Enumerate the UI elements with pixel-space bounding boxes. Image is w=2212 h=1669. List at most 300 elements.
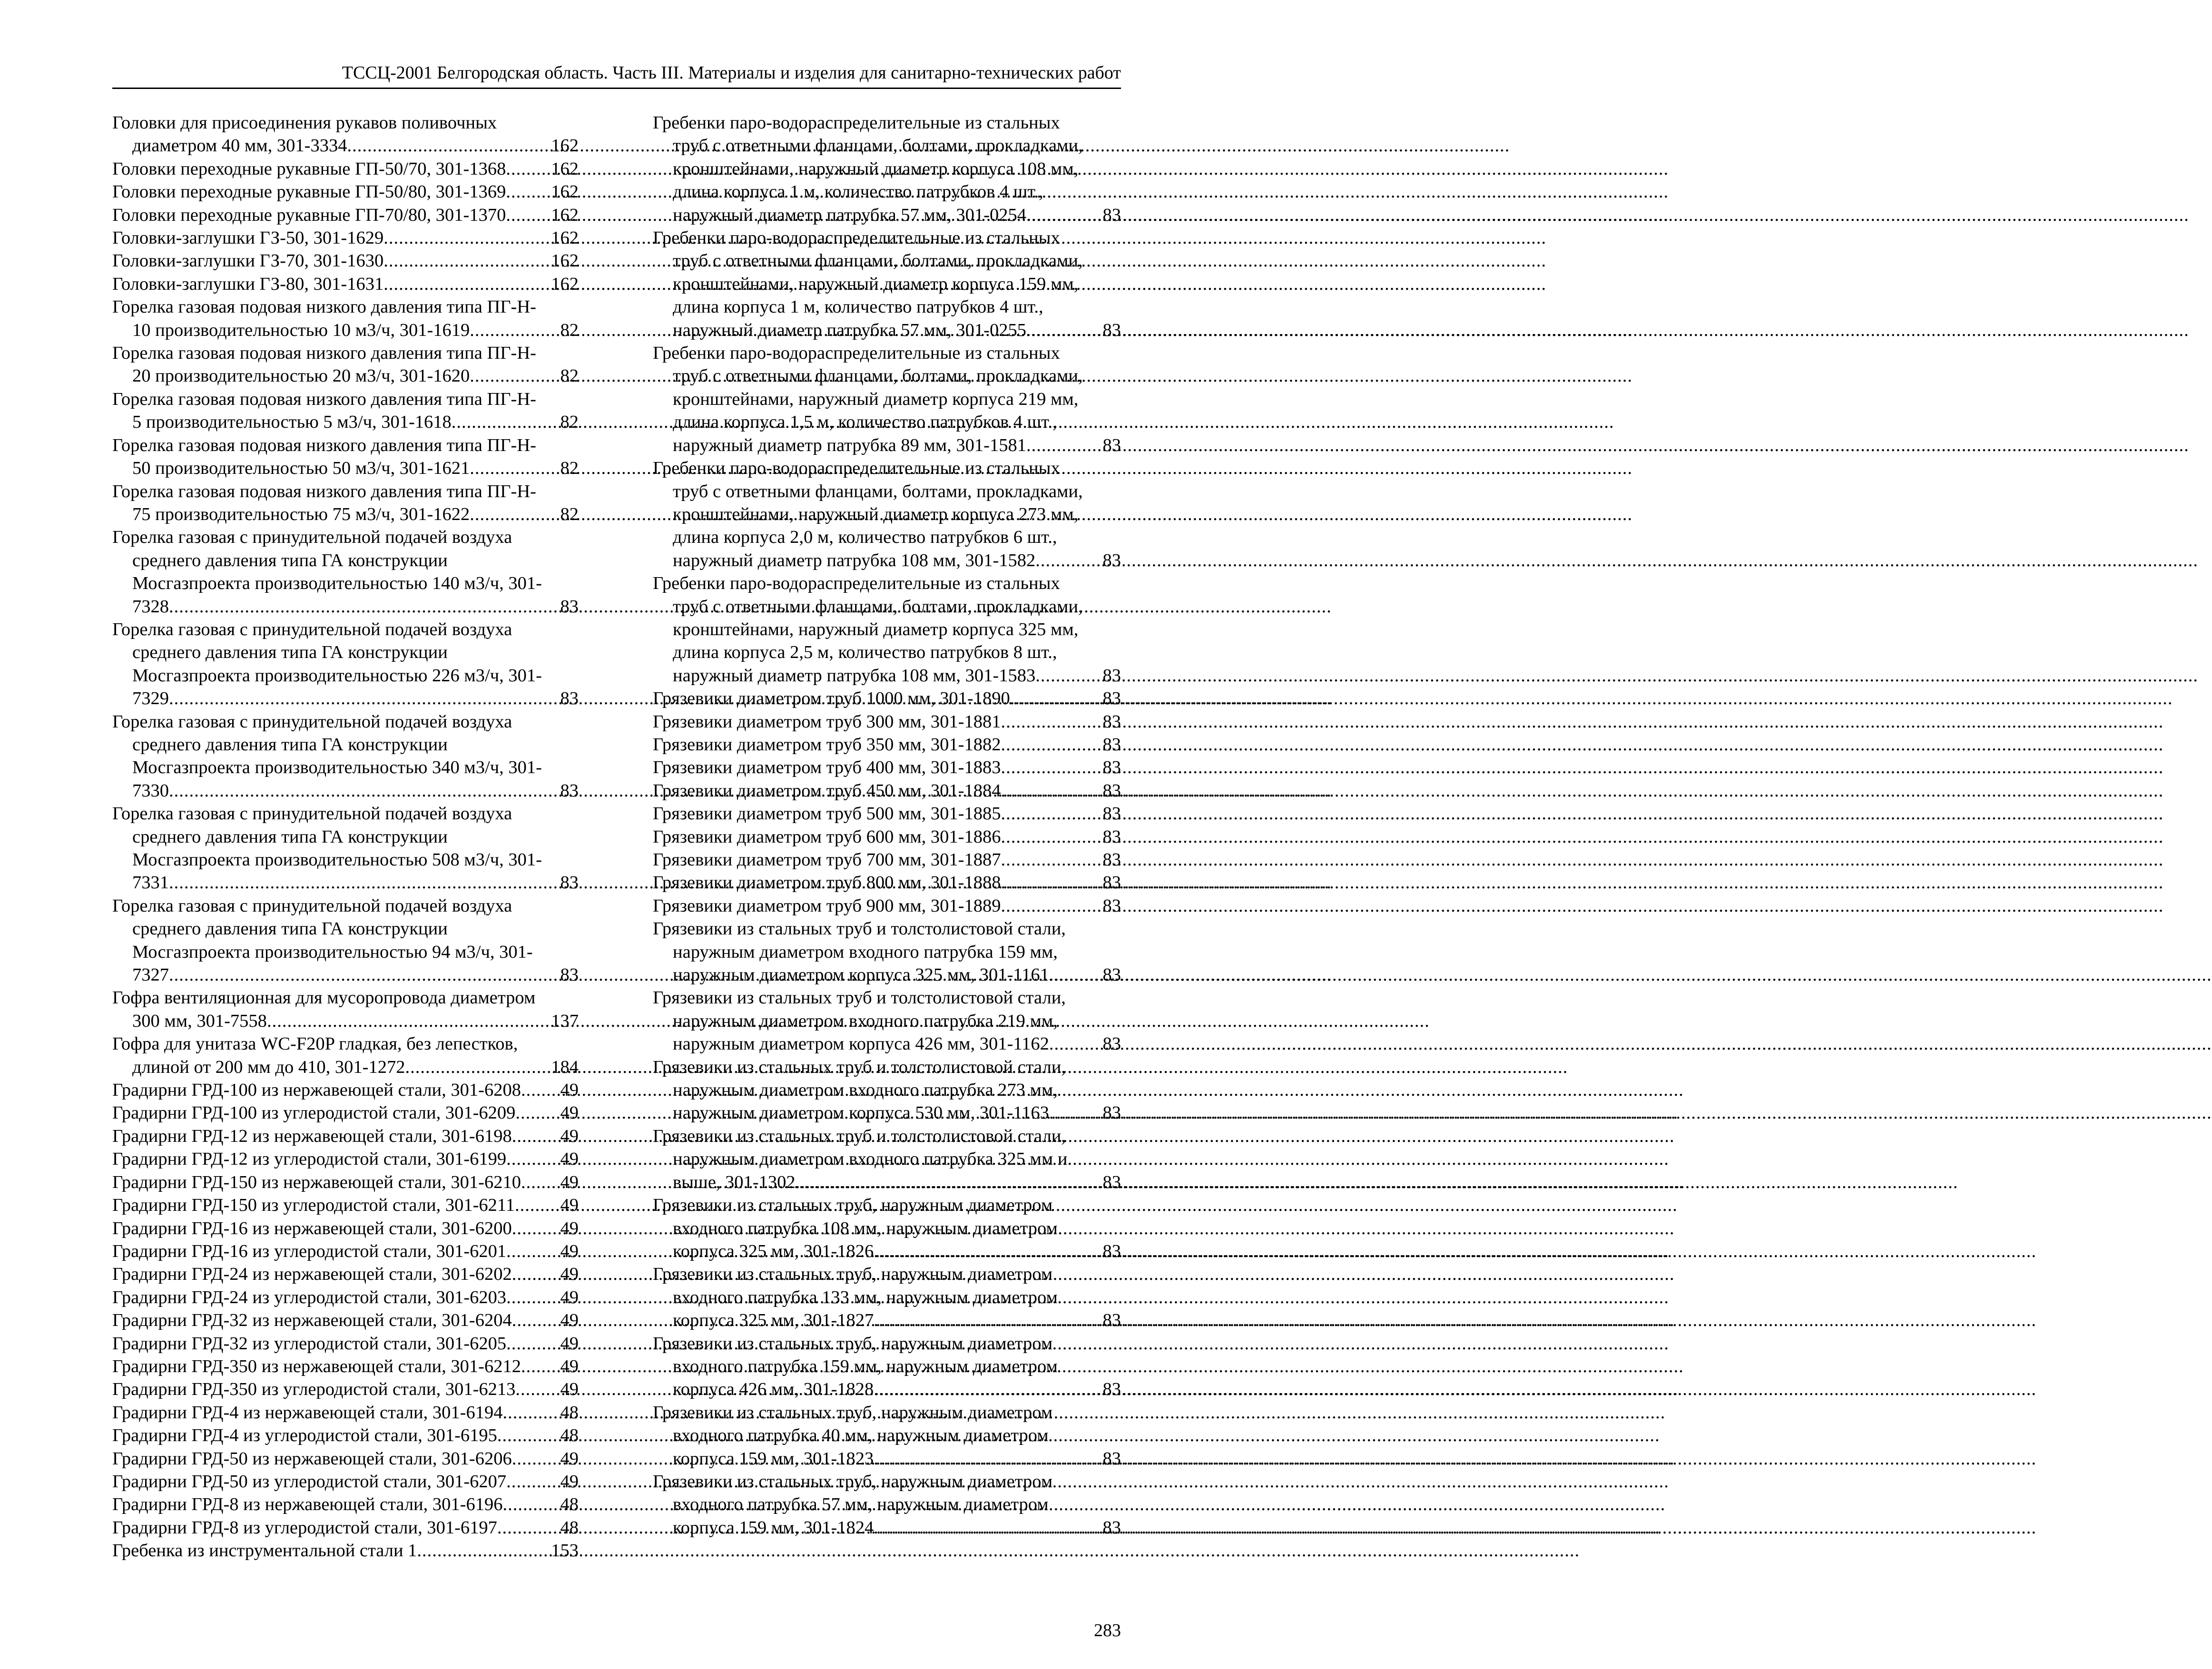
index-entry-page: 137 bbox=[551, 1011, 579, 1031]
index-entry-last-line bbox=[112, 1355, 579, 1378]
index-entry bbox=[112, 1148, 579, 1170]
dot-leader bbox=[521, 1171, 560, 1194]
index-entry bbox=[112, 273, 579, 295]
index-entry-last-line bbox=[653, 756, 1121, 779]
dot-leader bbox=[506, 1332, 560, 1355]
dot-leader bbox=[506, 1148, 560, 1170]
index-entry-text: Грязевики диаметром труб 400 мм, 301-1883 bbox=[653, 757, 1001, 778]
index-entry-text: Градирни ГРД-100 из углеродистой стали, 301-6209 bbox=[112, 1103, 516, 1123]
index-entry-text: Градирни ГРД-12 из нержавеющей стали, 301-6198 bbox=[112, 1126, 512, 1146]
index-entry-text: 7330 bbox=[132, 780, 169, 801]
index-entry bbox=[112, 1125, 579, 1148]
dot-leader bbox=[383, 226, 551, 249]
index-entry-text: Горелка газовая подовая низкого давления типа ПГ-Н- bbox=[112, 389, 536, 409]
index-entry-text: 50 производительностью 50 м3/ч, 301-1621 bbox=[132, 458, 470, 479]
index-entry-text: выше, 301-1302 bbox=[673, 1172, 796, 1192]
index-entry-page: 48 bbox=[560, 1517, 579, 1538]
index-entry-page: 83 bbox=[1102, 804, 1121, 824]
index-entry-text: кронштейнами, наружный диаметр корпуса 273 мм, bbox=[673, 504, 1079, 524]
dot-leader bbox=[502, 1401, 560, 1424]
index-entry-last-line bbox=[653, 802, 1121, 825]
index-entry bbox=[653, 1194, 1121, 1263]
index-entry bbox=[653, 687, 1121, 710]
index-entry-last-line bbox=[653, 871, 1121, 894]
index-entry-text: Грязевики из стальных труб и толстолистовой стали, bbox=[653, 1057, 1066, 1077]
index-entry-last-line bbox=[112, 364, 579, 387]
index-entry-last-line bbox=[653, 549, 1121, 572]
index-entry bbox=[112, 111, 579, 157]
index-entry-page: 49 bbox=[560, 1287, 579, 1307]
index-entry bbox=[653, 342, 1121, 457]
index-entry-text: наружным диаметром входного патрубка 219 мм, bbox=[673, 1011, 1058, 1031]
index-entry-text: 20 производительностью 20 м3/ч, 301-1620 bbox=[132, 366, 470, 386]
index-entry-last-line bbox=[112, 1539, 579, 1562]
dot-leader bbox=[1035, 549, 1102, 572]
index-entry-text: наружным диаметром входного патрубка 273 мм, bbox=[673, 1080, 1058, 1100]
index-entry-text: Горелка газовая с принудительной подачей воздуха bbox=[112, 895, 512, 916]
index-entry-text: 300 мм, 301-7558 bbox=[132, 1011, 267, 1031]
index-entry-last-line bbox=[653, 825, 1121, 848]
dot-leader bbox=[169, 595, 560, 618]
dot-leader bbox=[1001, 825, 1103, 848]
index-entry-last-line bbox=[653, 733, 1121, 756]
index-entry-text: Головки для присоединения рукавов поливочных bbox=[112, 113, 497, 133]
index-entry-page: 48 bbox=[560, 1494, 579, 1515]
running-header: ТССЦ-2001 Белгородская область. Часть III. Материалы и изделия для санитарно-технических работ bbox=[342, 63, 1121, 83]
index-entry-text: 10 производительностью 10 м3/ч, 301-1619 bbox=[132, 320, 470, 340]
index-entry-page: 83 bbox=[560, 596, 579, 617]
index-entry bbox=[653, 733, 1121, 756]
index-entry-page: 82 bbox=[560, 320, 579, 340]
index-entry-text: Горелка газовая подовая низкого давления типа ПГ-Н- bbox=[112, 481, 536, 501]
index-entry-text: наружный диаметр патрубка 108 мм, 301-1583 bbox=[673, 665, 1036, 686]
index-entry-page: 83 bbox=[560, 780, 579, 801]
index-entry-text: корпуса 325 мм, 301-1827 bbox=[673, 1310, 874, 1331]
index-entry-page: 83 bbox=[560, 965, 579, 985]
index-entry-text: Грязевики диаметром труб 600 мм, 301-1886 bbox=[653, 826, 1001, 847]
index-entry-page: 162 bbox=[551, 251, 579, 271]
index-entry-page: 82 bbox=[560, 504, 579, 524]
index-entry-page: 49 bbox=[560, 1333, 579, 1354]
index-entry-text: Гребенки паро-водораспределительные из стальных bbox=[653, 228, 1060, 248]
index-entry-text: наружный диаметр патрубка 89 мм, 301-1581 bbox=[673, 435, 1026, 455]
index-entry-text: длина корпуса 2,0 м, количество патрубков 6 шт., bbox=[673, 527, 1057, 548]
index-entry-last-line bbox=[653, 204, 1121, 226]
index-entry-text: Градирни ГРД-50 из углеродистой стали, 301-6207 bbox=[112, 1471, 507, 1492]
dot-leader bbox=[506, 204, 551, 226]
index-entry-page: 83 bbox=[1102, 895, 1121, 916]
index-entry-page: 83 bbox=[1102, 205, 1121, 225]
index-entry bbox=[112, 526, 579, 618]
dot-leader bbox=[383, 249, 551, 272]
index-entry-text: среднего давления типа ГА конструкции bbox=[132, 826, 448, 847]
index-entry-last-line bbox=[112, 1148, 579, 1170]
index-entry-last-line bbox=[112, 1516, 579, 1539]
index-entry-page: 48 bbox=[560, 1402, 579, 1423]
index-entry bbox=[112, 226, 579, 249]
index-entry-text: Мосгазпроекта производительностью 94 м3/ч, 301- bbox=[132, 942, 533, 962]
index-entry bbox=[112, 249, 579, 272]
dot-leader bbox=[1026, 319, 1103, 342]
index-entry-text: Грязевики диаметром труб 450 мм, 301-1884 bbox=[653, 780, 1001, 801]
index-entry-text: Градирни ГРД-32 из углеродистой стали, 301-6205 bbox=[112, 1333, 507, 1354]
index-entry-last-line bbox=[653, 664, 1121, 687]
dot-leader bbox=[1010, 687, 1103, 710]
index-entry-text: среднего давления типа ГА конструкции bbox=[132, 550, 448, 570]
index-entry bbox=[112, 1171, 579, 1194]
dot-leader bbox=[470, 364, 560, 387]
index-entry-text: корпуса 159 мм, 301-1824 bbox=[673, 1517, 874, 1538]
index-entry-text: наружный диаметр патрубка 57 мм, 301-0254 bbox=[673, 205, 1026, 225]
index-entry-text: Грязевики диаметром труб 300 мм, 301-1881 bbox=[653, 711, 1001, 732]
index-entry-page: 83 bbox=[1102, 711, 1121, 732]
index-entry bbox=[112, 894, 579, 987]
index-entry-text: наружным диаметром входного патрубка 325 мм и bbox=[673, 1149, 1068, 1169]
index-entry-last-line bbox=[653, 687, 1121, 710]
index-entry bbox=[112, 1217, 579, 1240]
index-entry-text: Градирни ГРД-50 из нержавеющей стали, 301-6206 bbox=[112, 1448, 512, 1469]
dot-leader bbox=[169, 963, 560, 986]
index-entry-page: 83 bbox=[560, 688, 579, 709]
index-entry bbox=[653, 917, 1121, 986]
index-entry bbox=[112, 710, 579, 803]
index-entry bbox=[112, 1447, 579, 1470]
index-entry-last-line bbox=[653, 963, 1121, 986]
index-entry-page: 83 bbox=[1102, 320, 1121, 340]
index-entry bbox=[653, 1401, 1121, 1470]
index-entry bbox=[653, 1125, 1121, 1194]
index-entry-last-line bbox=[112, 180, 579, 203]
index-entry-page: 83 bbox=[1102, 1103, 1121, 1123]
index-entry-text: Грязевики из стальных труб и толстолистовой стали, bbox=[653, 1126, 1066, 1146]
dot-leader bbox=[417, 1539, 551, 1562]
index-entry bbox=[112, 157, 579, 180]
index-entry-page: 162 bbox=[551, 136, 579, 156]
index-entry bbox=[112, 1309, 579, 1332]
index-entry-text: кронштейнами, наружный диаметр корпуса 325 мм, bbox=[673, 619, 1079, 639]
index-entry-text: Грязевики диаметром труб 1000 мм, 301-1890 bbox=[653, 688, 1010, 709]
index-entry-text: Головки-заглушки ГЗ-80, 301-1631 bbox=[112, 274, 384, 294]
index-entry-last-line bbox=[112, 1286, 579, 1309]
index-entry-page: 49 bbox=[560, 1379, 579, 1400]
index-entry-text: корпуса 159 мм, 301-1823 bbox=[673, 1448, 874, 1469]
dot-leader bbox=[1001, 756, 1103, 779]
dot-leader bbox=[521, 1355, 560, 1378]
dot-leader bbox=[1001, 871, 1103, 894]
index-entry-last-line bbox=[653, 1240, 1121, 1263]
index-entry bbox=[112, 1079, 579, 1101]
index-entry bbox=[653, 986, 1121, 1055]
index-entry-page: 49 bbox=[560, 1310, 579, 1331]
index-entry-text: Гребенки паро-водораспределительные из стальных bbox=[653, 458, 1060, 479]
index-entry-page: 83 bbox=[1102, 1172, 1121, 1192]
dot-leader bbox=[1049, 1032, 1103, 1055]
index-entry bbox=[112, 1401, 579, 1424]
index-entry-last-line bbox=[112, 595, 579, 618]
index-entry-text: Горелка газовая с принудительной подачей воздуха bbox=[112, 711, 512, 732]
index-entry-text: Мосгазпроекта производительностью 508 м3/ч, 301- bbox=[132, 850, 542, 870]
index-entry-last-line bbox=[653, 1101, 1121, 1124]
index-entry-last-line bbox=[112, 779, 579, 802]
index-entry-text: Головки-заглушки ГЗ-50, 301-1629 bbox=[112, 228, 384, 248]
dot-leader bbox=[169, 779, 560, 802]
dot-leader bbox=[497, 1424, 560, 1447]
dot-leader bbox=[452, 411, 560, 433]
dot-leader bbox=[874, 1240, 1102, 1263]
index-entry-page: 83 bbox=[1102, 826, 1121, 847]
index-entry-last-line bbox=[112, 1079, 579, 1101]
index-entry-last-line bbox=[653, 1516, 1121, 1539]
dot-leader bbox=[515, 1378, 560, 1401]
index-entry-text: Грязевики диаметром труб 900 мм, 301-1889 bbox=[653, 895, 1001, 916]
index-entry-text: Градирни ГРД-350 из нержавеющей стали, 301-6212 bbox=[112, 1356, 521, 1376]
index-entry bbox=[112, 434, 579, 480]
index-entry-page: 83 bbox=[1102, 1241, 1121, 1261]
index-entry-page: 49 bbox=[560, 1195, 579, 1216]
index-entry-text: Грязевики диаметром труб 500 мм, 301-1885 bbox=[653, 804, 1001, 824]
index-entry-last-line bbox=[112, 1447, 579, 1470]
dot-leader bbox=[1001, 710, 1103, 733]
index-entry-last-line bbox=[653, 848, 1121, 871]
index-entry-page: 82 bbox=[560, 412, 579, 432]
index-entry-page: 83 bbox=[1102, 965, 1121, 985]
index-entry-text: Градирни ГРД-24 из углеродистой стали, 301-6203 bbox=[112, 1287, 507, 1307]
index-entry-text: входного патрубка 57 мм, наружным диаметром bbox=[673, 1494, 1049, 1515]
page-number: 283 bbox=[1094, 1620, 1121, 1640]
index-entry-page: 162 bbox=[551, 158, 579, 179]
dot-leader bbox=[512, 1217, 560, 1240]
index-entry bbox=[112, 1424, 579, 1447]
index-entry-page: 83 bbox=[1102, 688, 1121, 709]
index-entry-text: Мосгазпроекта производительностью 140 м3/ч, 301- bbox=[132, 573, 542, 594]
index-entry-text: кронштейнами, наружный диаметр корпуса 159 мм, bbox=[673, 274, 1079, 294]
index-entry bbox=[653, 825, 1121, 848]
index-entry-text: Грязевики диаметром труб 700 мм, 301-1887 bbox=[653, 850, 1001, 870]
index-entry-text: Гребенка из инструментальной стали 1 bbox=[112, 1541, 417, 1561]
index-entry-page: 49 bbox=[560, 1241, 579, 1261]
index-entry-text: Гофра вентиляционная для мусоропровода диаметром bbox=[112, 988, 536, 1008]
dot-leader bbox=[1035, 664, 1102, 687]
index-entry-page: 184 bbox=[551, 1057, 579, 1077]
index-entry-text: 75 производительностью 75 м3/ч, 301-1622 bbox=[132, 504, 470, 524]
index-entry-text: труб с ответными фланцами, болтами, прокладками, bbox=[673, 136, 1083, 156]
index-entry-page: 83 bbox=[1102, 1448, 1121, 1469]
index-entry-page: 83 bbox=[1102, 665, 1121, 686]
index-entry-text: Горелка газовая подовая низкого давления типа ПГ-Н- bbox=[112, 435, 536, 455]
dot-leader bbox=[874, 1447, 1102, 1470]
index-entry-last-line bbox=[112, 457, 579, 480]
index-entry-text: Градирни ГРД-150 из нержавеющей стали, 301-6210 bbox=[112, 1172, 521, 1192]
dot-leader bbox=[470, 503, 560, 526]
dot-leader bbox=[874, 1309, 1102, 1332]
index-entry bbox=[112, 1516, 579, 1539]
dot-leader bbox=[383, 273, 551, 295]
index-entry-text: Градирни ГРД-4 из углеродистой стали, 301-6195 bbox=[112, 1425, 497, 1446]
dot-leader bbox=[169, 687, 560, 710]
index-entry-last-line bbox=[653, 1378, 1121, 1401]
index-entry-page: 83 bbox=[1102, 873, 1121, 893]
index-entry-last-line bbox=[653, 1171, 1121, 1194]
index-entry bbox=[653, 111, 1121, 226]
dot-leader bbox=[1001, 894, 1103, 917]
index-entry bbox=[112, 1240, 579, 1263]
dot-leader bbox=[1049, 1101, 1103, 1124]
index-entry-text: труб с ответными фланцами, болтами, прокладками, bbox=[673, 481, 1083, 501]
index-entry-text: кронштейнами, наружный диаметр корпуса 108 мм, bbox=[673, 158, 1079, 179]
index-entry bbox=[653, 756, 1121, 779]
index-entry-text: Горелка газовая с принудительной подачей воздуха bbox=[112, 804, 512, 824]
index-entry bbox=[112, 342, 579, 388]
index-entry bbox=[653, 1056, 1121, 1125]
index-entry-text: Градирни ГРД-150 из углеродистой стали, 301-6211 bbox=[112, 1195, 515, 1216]
dot-leader bbox=[1001, 779, 1103, 802]
index-entry-page: 83 bbox=[1102, 1034, 1121, 1054]
index-entry-text: Мосгазпроекта производительностью 340 м3/ч, 301- bbox=[132, 757, 542, 778]
index-entry-text: труб с ответными фланцами, болтами, прокладками, bbox=[673, 251, 1083, 271]
index-entry-last-line bbox=[653, 894, 1121, 917]
index-entry-text: Мосгазпроекта производительностью 226 м3/ч, 301- bbox=[132, 665, 542, 686]
index-entry bbox=[112, 180, 579, 203]
dot-leader bbox=[1001, 802, 1103, 825]
index-entry-text: Градирни ГРД-8 из углеродистой стали, 301-6197 bbox=[112, 1517, 497, 1538]
index-entry bbox=[653, 1263, 1121, 1332]
index-entry-text: наружным диаметром корпуса 325 мм, 301-1161 bbox=[673, 965, 1049, 985]
index-entry bbox=[112, 986, 579, 1032]
index-entry-text: Гребенки паро-водораспределительные из стальных bbox=[653, 113, 1060, 133]
index-entry-last-line bbox=[112, 1470, 579, 1493]
index-entry bbox=[112, 388, 579, 434]
dot-leader bbox=[1001, 848, 1103, 871]
dot-leader bbox=[1049, 963, 1103, 986]
index-entry-last-line bbox=[112, 1217, 579, 1240]
index-entry-last-line bbox=[112, 1194, 579, 1217]
index-entry-page: 162 bbox=[551, 205, 579, 225]
index-entry-page: 83 bbox=[1102, 780, 1121, 801]
index-entry-page: 82 bbox=[560, 366, 579, 386]
index-entry-text: длина корпуса 1,5 м, количество патрубков 4 шт., bbox=[673, 412, 1057, 432]
index-entry-text: длиной от 200 мм до 410, 301-1272 bbox=[132, 1057, 405, 1077]
index-entry-text: Головки-заглушки ГЗ-70, 301-1630 bbox=[112, 251, 384, 271]
index-entry bbox=[653, 1332, 1121, 1401]
index-entry-last-line bbox=[112, 871, 579, 894]
dot-leader bbox=[506, 1470, 560, 1493]
index-entry-text: Градирни ГРД-24 из нержавеющей стали, 301-6202 bbox=[112, 1264, 512, 1285]
index-entry-text: Грязевики из стальных труб, наружным диаметром bbox=[653, 1471, 1053, 1492]
index-entry-text: длина корпуса 1 м, количество патрубков 4 шт., bbox=[673, 182, 1043, 202]
index-entry-last-line bbox=[112, 204, 579, 226]
index-entry-page: 83 bbox=[1102, 850, 1121, 870]
dot-leader bbox=[347, 134, 551, 157]
dot-leader bbox=[1026, 204, 1103, 226]
index-entry-last-line bbox=[112, 1309, 579, 1332]
index-entry-text: Головки переходные рукавные ГП-50/80, 301-1369 bbox=[112, 182, 506, 202]
index-entry bbox=[112, 1194, 579, 1217]
index-entry-page: 49 bbox=[560, 1103, 579, 1123]
index-entry-page: 49 bbox=[560, 1218, 579, 1238]
index-entry-last-line bbox=[112, 157, 579, 180]
index-entry-text: среднего давления типа ГА конструкции bbox=[132, 734, 448, 755]
index-entry bbox=[112, 1332, 579, 1355]
index-entry-text: Градирни ГРД-100 из нержавеющей стали, 301-6208 bbox=[112, 1080, 521, 1100]
index-entry-page: 82 bbox=[560, 458, 579, 479]
index-entry bbox=[653, 457, 1121, 572]
dot-leader bbox=[506, 157, 551, 180]
index-entry bbox=[653, 894, 1121, 917]
dot-leader bbox=[169, 871, 560, 894]
dot-leader bbox=[512, 1309, 560, 1332]
dot-leader bbox=[502, 1493, 560, 1516]
index-entry-last-line bbox=[112, 963, 579, 986]
index-entry-last-line bbox=[112, 1263, 579, 1286]
index-entry bbox=[653, 710, 1121, 733]
index-entry-last-line bbox=[112, 1240, 579, 1263]
index-entry-page: 83 bbox=[1102, 1517, 1121, 1538]
dot-leader bbox=[470, 319, 560, 342]
index-entry-page: 49 bbox=[560, 1471, 579, 1492]
index-entry-text: Горелка газовая с принудительной подачей воздуха bbox=[112, 619, 512, 639]
index-entry bbox=[112, 1493, 579, 1516]
index-entry-text: Грязевики из стальных труб и толстолистовой стали, bbox=[653, 919, 1066, 939]
index-entry-page: 83 bbox=[1102, 734, 1121, 755]
index-entry-text: Градирни ГРД-4 из нержавеющей стали, 301-6194 bbox=[112, 1402, 503, 1423]
index-entry-last-line bbox=[112, 1171, 579, 1194]
index-entry bbox=[653, 848, 1121, 871]
index-entry-text: наружным диаметром корпуса 426 мм, 301-1162 bbox=[673, 1034, 1049, 1054]
index-entry bbox=[112, 1032, 579, 1079]
index-entry bbox=[112, 1286, 579, 1309]
dot-leader bbox=[267, 1010, 551, 1032]
index-entry-last-line bbox=[653, 779, 1121, 802]
index-entry-text: труб с ответными фланцами, болтами, прокладками, bbox=[673, 366, 1083, 386]
index-entry-text: 7327 bbox=[132, 965, 169, 985]
index-entry-last-line bbox=[653, 1032, 1121, 1055]
index-entry-page: 83 bbox=[1102, 435, 1121, 455]
index-entry-text: среднего давления типа ГА конструкции bbox=[132, 642, 448, 663]
index-entry-last-line bbox=[112, 1332, 579, 1355]
index-entry-last-line bbox=[112, 1401, 579, 1424]
dot-leader bbox=[512, 1125, 560, 1148]
index-entry-text: корпуса 426 мм, 301-1828 bbox=[673, 1379, 874, 1400]
index-entry-last-line bbox=[112, 1493, 579, 1516]
index-entry-page: 83 bbox=[1102, 757, 1121, 778]
index-entry-text: Градирни ГРД-32 из нержавеющей стали, 301-6204 bbox=[112, 1310, 512, 1331]
dot-leader bbox=[796, 1171, 1103, 1194]
index-entry bbox=[653, 779, 1121, 802]
index-entry-last-line bbox=[112, 503, 579, 526]
dot-leader bbox=[874, 1378, 1102, 1401]
index-column-right bbox=[653, 111, 1121, 1539]
index-entry-last-line bbox=[112, 319, 579, 342]
index-entry-text: Головки переходные рукавные ГП-70/80, 301-1370 bbox=[112, 205, 506, 225]
index-entry-text: Грязевики из стальных труб и толстолистовой стали, bbox=[653, 988, 1066, 1008]
index-entry bbox=[112, 1378, 579, 1401]
index-entry-text: Грязевики из стальных труб, наружным диаметром bbox=[653, 1264, 1053, 1285]
index-entry-text: входного патрубка 108 мм, наружным диаметром bbox=[673, 1218, 1058, 1238]
index-entry-text: наружным диаметром корпуса 530 мм, 301-1163 bbox=[673, 1103, 1049, 1123]
index-entry bbox=[112, 204, 579, 226]
dot-leader bbox=[506, 1240, 560, 1263]
index-entry-text: входного патрубка 159 мм, наружным диаметром bbox=[673, 1356, 1058, 1376]
dot-leader bbox=[1026, 434, 1103, 457]
index-entry-text: кронштейнами, наружный диаметр корпуса 219 мм, bbox=[673, 389, 1079, 409]
index-entry-last-line bbox=[653, 434, 1121, 457]
index-entry-last-line bbox=[653, 1447, 1121, 1470]
index-entry-page: 49 bbox=[560, 1172, 579, 1192]
index-entry bbox=[112, 1470, 579, 1493]
index-entry-last-line bbox=[112, 1010, 579, 1032]
index-entry-text: Градирни ГРД-12 из углеродистой стали, 301-6199 bbox=[112, 1149, 507, 1169]
index-entry-last-line bbox=[112, 411, 579, 433]
